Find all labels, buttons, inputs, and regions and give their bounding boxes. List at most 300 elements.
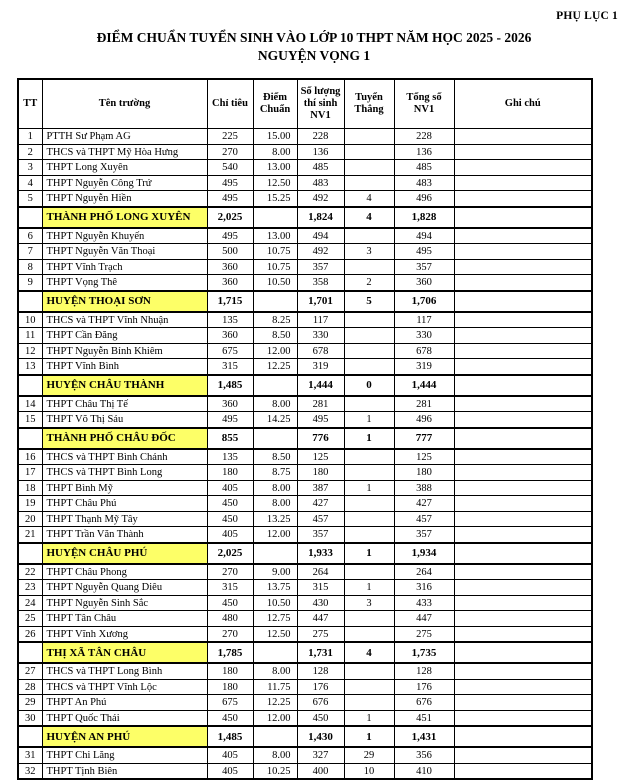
cell-nv1-count: 275 [297,626,344,642]
cell-quota: 495 [207,228,253,244]
cell-school-name: THPT Nguyễn Quang Diêu [42,580,207,596]
school-row [18,449,592,465]
cell-school-name: THPT Cần Đăng [42,328,207,344]
cell-direct-admission [344,228,394,244]
cell-tt: 23 [18,580,42,596]
cell-direct-admission [344,328,394,344]
school-row [18,496,592,512]
table-body [18,129,592,780]
cell-school-name: THPT Chi Lăng [42,747,207,763]
school-row [18,175,592,191]
school-row [18,129,592,145]
cell-total-nv1: 1,706 [394,291,454,312]
cell-total-nv1: 228 [394,129,454,145]
school-row [18,275,592,291]
school-row [18,710,592,726]
cell-school-name: THPT Vĩnh Xương [42,626,207,642]
school-row [18,511,592,527]
cell-tt: 22 [18,564,42,580]
cell-quota: 675 [207,343,253,359]
cell-tt: 1 [18,129,42,145]
cell-tt: 11 [18,328,42,344]
cell-quota: 450 [207,595,253,611]
cell-score: 12.00 [253,343,297,359]
cell-quota: 1,485 [207,375,253,396]
cell-total-nv1: 427 [394,496,454,512]
cell-nv1-count: 495 [297,412,344,428]
cell-nv1-count: 485 [297,160,344,176]
cell-direct-admission [344,611,394,627]
cell-note [454,726,592,747]
cell-score: 15.00 [253,129,297,145]
cell-note [454,527,592,543]
school-row [18,359,592,375]
cell-total-nv1: 1,934 [394,543,454,564]
cell-school-name: THPT Bình Mỹ [42,480,207,496]
col-header-direct-admission: Tuyển Thẳng [344,79,394,129]
cell-total-nv1: 319 [394,359,454,375]
cell-direct-admission [344,343,394,359]
cell-direct-admission: 1 [344,480,394,496]
cell-nv1-count: 400 [297,763,344,779]
cell-score: 10.50 [253,275,297,291]
cell-direct-admission [344,359,394,375]
cell-quota: 495 [207,175,253,191]
school-row [18,626,592,642]
cell-tt: 30 [18,710,42,726]
school-row [18,747,592,763]
cell-nv1-count: 1,824 [297,207,344,228]
cell-quota: 495 [207,191,253,207]
cell-nv1-count: 180 [297,465,344,481]
cell-note [454,259,592,275]
cell-tt: 15 [18,412,42,428]
cell-quota: 360 [207,328,253,344]
cell-score: 10.25 [253,763,297,779]
cell-total-nv1: 447 [394,611,454,627]
cell-direct-admission [344,679,394,695]
cell-score: 12.50 [253,626,297,642]
cell-total-nv1: 356 [394,747,454,763]
school-row [18,191,592,207]
cell-total-nv1: 275 [394,626,454,642]
cell-direct-admission: 1 [344,412,394,428]
cell-quota: 135 [207,312,253,328]
cell-tt: 17 [18,465,42,481]
cell-school-name: THCS và THPT Vĩnh Nhuận [42,312,207,328]
cell-direct-admission: 1 [344,580,394,596]
cell-school-name: THPT Nguyễn Sinh Sắc [42,595,207,611]
school-row [18,595,592,611]
cell-tt [18,726,42,747]
cell-score: 8.00 [253,747,297,763]
page-subtitle: NGUYỆN VỌNG 1 [257,48,371,64]
cell-total-nv1: 281 [394,396,454,412]
cell-score: 8.50 [253,449,297,465]
cell-note [454,343,592,359]
school-row [18,480,592,496]
cell-note [454,496,592,512]
school-row [18,396,592,412]
col-header-quota: Chỉ tiêu [207,79,253,129]
cell-direct-admission [344,695,394,711]
district-summary-row [18,375,592,396]
cell-total-nv1: 357 [394,259,454,275]
cell-quota: 405 [207,747,253,763]
cell-direct-admission [344,564,394,580]
cell-total-nv1: 451 [394,710,454,726]
district-summary-row [18,207,592,228]
cell-direct-admission [344,312,394,328]
cell-quota: 2,025 [207,207,253,228]
cell-tt: 29 [18,695,42,711]
cell-tt: 12 [18,343,42,359]
cell-tt: 10 [18,312,42,328]
cell-score: 11.75 [253,679,297,695]
col-header-nv1-candidates: Số lượng thí sinh NV1 [297,79,344,129]
cell-nv1-count: 264 [297,564,344,580]
cell-nv1-count: 492 [297,244,344,260]
cell-quota: 315 [207,580,253,596]
cell-note [454,611,592,627]
cell-school-name: THỊ XÃ TÂN CHÂU [42,642,207,663]
cell-quota: 270 [207,144,253,160]
cell-tt: 7 [18,244,42,260]
cell-nv1-count: 457 [297,511,344,527]
cell-nv1-count: 319 [297,359,344,375]
cell-score: 12.00 [253,527,297,543]
cell-school-name: THCS và THPT Mỹ Hòa Hưng [42,144,207,160]
school-row [18,228,592,244]
cell-score: 10.75 [253,259,297,275]
school-row [18,312,592,328]
school-row [18,328,592,344]
cell-school-name: THPT Nguyễn Văn Thoại [42,244,207,260]
cell-nv1-count: 776 [297,428,344,449]
cell-direct-admission: 1 [344,428,394,449]
cell-direct-admission: 1 [344,726,394,747]
cell-total-nv1: 496 [394,412,454,428]
cell-school-name: THCS và THPT Bình Long [42,465,207,481]
cell-note [454,663,592,679]
cell-tt: 6 [18,228,42,244]
cell-score: 10.50 [253,595,297,611]
cell-tt [18,543,42,564]
cell-total-nv1: 1,444 [394,375,454,396]
cell-school-name: THCS và THPT Vĩnh Lộc [42,679,207,695]
cell-school-name: THPT Châu Thị Tế [42,396,207,412]
cell-tt: 5 [18,191,42,207]
cell-school-name: PTTH Sư Phạm AG [42,129,207,145]
cell-quota: 180 [207,663,253,679]
cell-nv1-count: 136 [297,144,344,160]
admission-score-table [17,78,593,780]
cell-school-name: THÀNH PHỐ LONG XUYÊN [42,207,207,228]
school-row [18,465,592,481]
cell-tt: 25 [18,611,42,627]
cell-direct-admission: 29 [344,747,394,763]
school-row [18,695,592,711]
school-row [18,564,592,580]
cell-total-nv1: 264 [394,564,454,580]
school-row [18,343,592,359]
cell-nv1-count: 430 [297,595,344,611]
cell-direct-admission [344,527,394,543]
cell-tt [18,428,42,449]
cell-score: 8.75 [253,465,297,481]
cell-total-nv1: 1,431 [394,726,454,747]
cell-total-nv1: 1,828 [394,207,454,228]
cell-score: 10.75 [253,244,297,260]
cell-tt: 19 [18,496,42,512]
cell-total-nv1: 485 [394,160,454,176]
cell-note [454,129,592,145]
cell-quota: 540 [207,160,253,176]
cell-score: 12.75 [253,611,297,627]
cell-tt: 16 [18,449,42,465]
cell-nv1-count: 1,430 [297,726,344,747]
cell-quota: 405 [207,527,253,543]
cell-score: 8.00 [253,396,297,412]
cell-school-name: THPT Nguyễn Bỉnh Khiêm [42,343,207,359]
cell-note [454,375,592,396]
cell-score: 15.25 [253,191,297,207]
cell-total-nv1: 483 [394,175,454,191]
cell-quota: 360 [207,396,253,412]
cell-total-nv1: 125 [394,449,454,465]
school-row [18,244,592,260]
cell-score: 8.00 [253,480,297,496]
cell-total-nv1: 495 [394,244,454,260]
cell-tt [18,207,42,228]
header-row [18,79,592,129]
cell-tt [18,375,42,396]
cell-nv1-count: 330 [297,328,344,344]
cell-school-name: THPT Quốc Thái [42,710,207,726]
cell-nv1-count: 1,933 [297,543,344,564]
cell-score: 14.25 [253,412,297,428]
cell-score: 13.75 [253,580,297,596]
cell-total-nv1: 357 [394,527,454,543]
cell-note [454,449,592,465]
cell-note [454,312,592,328]
cell-note [454,564,592,580]
cell-tt: 20 [18,511,42,527]
cell-school-name: THPT Nguyễn Công Trứ [42,175,207,191]
cell-tt: 8 [18,259,42,275]
cell-nv1-count: 492 [297,191,344,207]
cell-note [454,144,592,160]
cell-quota: 2,025 [207,543,253,564]
school-row [18,679,592,695]
cell-school-name: THPT Châu Phong [42,564,207,580]
cell-school-name: HUYỆN THOẠI SƠN [42,291,207,312]
cell-nv1-count: 1,731 [297,642,344,663]
page-title: ĐIỂM CHUẨN TUYỂN SINH VÀO LỚP 10 THPT NĂM HỌC 2025 - 2026 [96,30,532,45]
cell-tt: 24 [18,595,42,611]
cell-score: 12.25 [253,695,297,711]
cell-score: 8.50 [253,328,297,344]
cell-nv1-count: 1,701 [297,291,344,312]
cell-direct-admission [344,663,394,679]
col-header-tt: TT [18,79,42,129]
cell-quota: 1,785 [207,642,253,663]
cell-score: 13.00 [253,228,297,244]
cell-school-name: THPT Long Xuyên [42,160,207,176]
cell-total-nv1: 494 [394,228,454,244]
cell-total-nv1: 117 [394,312,454,328]
cell-quota: 500 [207,244,253,260]
cell-note [454,642,592,663]
cell-nv1-count: 176 [297,679,344,695]
cell-tt: 27 [18,663,42,679]
cell-total-nv1: 676 [394,695,454,711]
cell-note [454,396,592,412]
cell-direct-admission [344,129,394,145]
cell-school-name: THPT An Phú [42,695,207,711]
cell-score: 12.00 [253,710,297,726]
cell-note [454,207,592,228]
cell-score: 12.50 [253,175,297,191]
cell-total-nv1: 777 [394,428,454,449]
cell-score: 13.25 [253,511,297,527]
cell-nv1-count: 128 [297,663,344,679]
cell-note [454,175,592,191]
cell-total-nv1: 433 [394,595,454,611]
cell-direct-admission [344,465,394,481]
col-header-total-nv1: Tổng số NV1 [394,79,454,129]
cell-direct-admission: 4 [344,642,394,663]
cell-note [454,191,592,207]
title-block [0,29,628,65]
cell-score [253,207,297,228]
cell-total-nv1: 678 [394,343,454,359]
cell-score [253,726,297,747]
cell-nv1-count: 357 [297,527,344,543]
cell-score [253,642,297,663]
cell-total-nv1: 410 [394,763,454,779]
district-summary-row [18,291,592,312]
cell-tt: 14 [18,396,42,412]
cell-quota: 315 [207,359,253,375]
cell-note [454,747,592,763]
cell-quota: 480 [207,611,253,627]
cell-nv1-count: 483 [297,175,344,191]
cell-school-name: HUYỆN CHÂU PHÚ [42,543,207,564]
cell-quota: 225 [207,129,253,145]
cell-nv1-count: 427 [297,496,344,512]
cell-quota: 180 [207,679,253,695]
cell-quota: 270 [207,564,253,580]
cell-school-name: THCS và THPT Bình Chánh [42,449,207,465]
cell-quota: 1,485 [207,726,253,747]
cell-total-nv1: 180 [394,465,454,481]
cell-tt [18,642,42,663]
school-row [18,611,592,627]
cell-direct-admission [344,396,394,412]
cell-score [253,375,297,396]
cell-total-nv1: 1,735 [394,642,454,663]
cell-quota: 405 [207,480,253,496]
school-row [18,663,592,679]
school-row [18,144,592,160]
cell-nv1-count: 1,444 [297,375,344,396]
col-header-note: Ghi chú [454,79,592,129]
cell-score: 8.00 [253,496,297,512]
cell-tt: 18 [18,480,42,496]
cell-direct-admission: 4 [344,207,394,228]
cell-nv1-count: 447 [297,611,344,627]
cell-tt [18,291,42,312]
cell-direct-admission: 3 [344,244,394,260]
cell-note [454,244,592,260]
cell-score: 8.00 [253,144,297,160]
cell-total-nv1: 330 [394,328,454,344]
cell-direct-admission [344,144,394,160]
cell-note [454,679,592,695]
cell-nv1-count: 676 [297,695,344,711]
cell-quota: 360 [207,275,253,291]
cell-note [454,695,592,711]
cell-direct-admission: 1 [344,543,394,564]
cell-direct-admission: 2 [344,275,394,291]
cell-quota: 1,715 [207,291,253,312]
cell-school-name: THPT Nguyễn Hiền [42,191,207,207]
cell-school-name: THPT Vĩnh Trạch [42,259,207,275]
cell-quota: 855 [207,428,253,449]
cell-score: 13.00 [253,160,297,176]
school-row [18,527,592,543]
cell-tt: 32 [18,763,42,779]
cell-quota: 450 [207,511,253,527]
school-row [18,412,592,428]
cell-direct-admission [344,511,394,527]
cell-quota: 405 [207,763,253,779]
cell-tt: 28 [18,679,42,695]
cell-note [454,359,592,375]
cell-quota: 450 [207,710,253,726]
cell-quota: 270 [207,626,253,642]
col-header-school-name: Tên trường [42,79,207,129]
cell-nv1-count: 387 [297,480,344,496]
cell-total-nv1: 128 [394,663,454,679]
cell-note [454,543,592,564]
cell-nv1-count: 228 [297,129,344,145]
cell-total-nv1: 360 [394,275,454,291]
cell-direct-admission [344,259,394,275]
cell-direct-admission: 4 [344,191,394,207]
cell-direct-admission: 5 [344,291,394,312]
cell-nv1-count: 327 [297,747,344,763]
cell-tt: 21 [18,527,42,543]
cell-tt: 26 [18,626,42,642]
cell-school-name: THPT Vĩnh Bình [42,359,207,375]
cell-school-name: THPT Vọng Thê [42,275,207,291]
cell-note [454,291,592,312]
district-summary-row [18,543,592,564]
cell-note [454,465,592,481]
cell-note [454,626,592,642]
cell-total-nv1: 176 [394,679,454,695]
cell-direct-admission [344,626,394,642]
cell-nv1-count: 358 [297,275,344,291]
cell-direct-admission: 3 [344,595,394,611]
district-summary-row [18,428,592,449]
cell-school-name: THPT Tịnh Biên [42,763,207,779]
school-row [18,259,592,275]
cell-school-name: THCS và THPT Long Bình [42,663,207,679]
cell-total-nv1: 316 [394,580,454,596]
